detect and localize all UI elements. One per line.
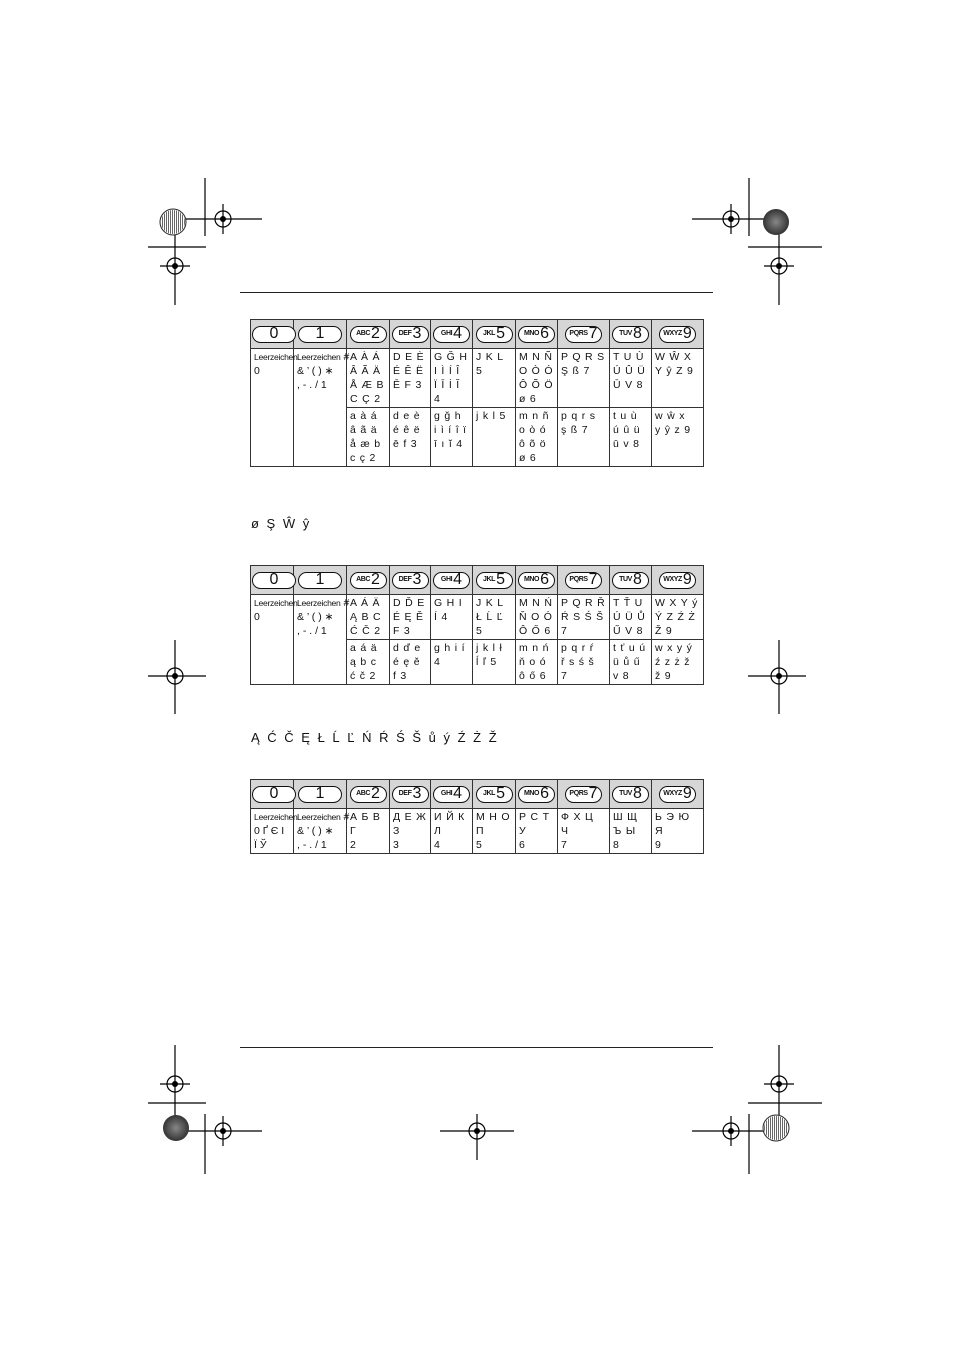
note-special-chars-1: ø Ş Ŵ ŷ [251,516,312,531]
key-letters: DEF [398,576,412,584]
key-characters-rest: # & ’ ( ) ∗ , - . / 1 [297,811,350,851]
key-cell-8 [610,566,652,595]
uppercase-row [251,349,704,408]
lowercase-cell-8: t ť u ú ü ů ű v 8 [610,640,652,685]
key-digit: 9 [682,325,692,343]
space-label: Leerzeichen [297,812,341,822]
lowercase-cell-7: p q r s ş ß 7 [558,408,610,467]
keypad-key-0-icon [252,326,296,343]
lowercase-cell-5: j k l 5 [473,408,516,467]
keypad-key-5-icon [476,572,513,589]
lowercase-cell-3: d e è é ê ë ē f 3 [390,408,431,467]
key-cell-9 [652,566,704,595]
lowercase-cell-8: t u ù ú û ü ū v 8 [610,408,652,467]
keypad-key-2-icon [350,572,387,589]
key-cell-8 [610,780,652,809]
key-digit: 4 [453,571,463,589]
keypad-key-1-icon [298,326,342,343]
key-cell-0 [251,320,294,349]
uppercase-cell-5: J K L 5 [473,349,516,408]
key-digit: 9 [682,571,692,589]
key-header-row [251,320,704,349]
lowercase-cell-9: w x y ý ź z ż ž ž 9 [652,640,704,685]
keypad-key-4-icon [433,786,470,803]
key-cell-7 [558,320,610,349]
key-characters-rest: # & ’ ( ) ∗ , - . / 1 [297,597,350,637]
key-cell-6 [516,780,558,809]
key-cell-2 [347,320,390,349]
key-letters: GHI [440,330,453,338]
uppercase-cell-5: М Н О П 5 [473,809,516,854]
keypad-key-1-icon [298,572,342,589]
key-letters: ABC [356,576,371,584]
key-letters: WXYZ [663,576,682,584]
key-cell-6 [516,320,558,349]
lowercase-cell-3: d ď e é ę ě f 3 [390,640,431,685]
key-cell-5 [473,320,516,349]
character-table-latin-western [250,319,704,467]
top-rule [240,292,713,293]
key-letters: ABC [356,790,371,798]
key-digit: 3 [412,785,422,803]
key-letters: MNO [523,576,540,584]
key-cell-2 [347,780,390,809]
uppercase-cell-4: G Ğ H I Ì Í Î Ï Ī İ Ĭ 4 [431,349,473,408]
key-letters: MNO [523,790,540,798]
uppercase-cell-2: A À Á Â Ã Ä Å Æ B C Ç 2 [347,349,390,408]
lowercase-cell-5: j k l ł ĺ ľ 5 [473,640,516,685]
key-digit: 7 [588,785,598,803]
key-digit: 2 [371,785,380,803]
key-digit: 5 [496,571,505,589]
uppercase-cell-5: J K L Ł Ĺ Ľ 5 [473,595,516,640]
key-letters: PQRS [569,576,588,584]
key-digit: 3 [412,325,422,343]
character-table-latin-central [250,565,704,685]
lowercase-cell-9: w ŵ x y ŷ z 9 [652,408,704,467]
key-cell-6 [516,566,558,595]
uppercase-cell-9: Ь Э Ю Я 9 [652,809,704,854]
key-digit: 8 [632,785,642,803]
key-letters: GHI [440,790,453,798]
keypad-key-5-icon [476,786,513,803]
key-letters: MNO [523,330,540,338]
space-label: Leerzeichen [254,598,298,608]
keypad-key-1-icon [298,786,342,803]
key-digit: 6 [540,571,550,589]
key-0-characters [251,595,298,685]
key-cell-8 [610,320,652,349]
uppercase-cell-7: Ф Х Ц Ч 7 [558,809,610,854]
note-special-chars-2: Ą Ć Č Ę Ł Ĺ Ľ Ń Ŕ Ś Š ů ý Ź Ż Ž [251,730,499,745]
uppercase-cell-6: M N Ñ O Ò Ó Ô Õ Ö ø 6 [516,349,558,408]
key-digit: 2 [371,571,380,589]
keypad-key-7-icon [565,326,602,343]
keypad-key-9-icon [659,786,696,803]
key-cell-7 [558,566,610,595]
uppercase-cell-6: M N Ń Ň O Ó Ô Ő 6 [516,595,558,640]
lowercase-cell-2: a á ä ą b c ć č 2 [347,640,390,685]
key-letters: WXYZ [663,330,682,338]
key-digit: 1 [315,571,325,588]
keypad-key-3-icon [392,786,429,803]
keypad-key-6-icon [518,572,555,589]
key-letters: ABC [356,330,371,338]
key-cell-9 [652,780,704,809]
key-0-characters [251,349,298,467]
key-digit: 1 [315,325,325,342]
key-digit: 9 [682,785,692,803]
space-label: Leerzeichen [297,598,341,608]
key-digit: 3 [412,571,422,589]
uppercase-cell-3: D Ď E É Ę Ě F 3 [390,595,431,640]
key-digit: 2 [371,325,380,343]
uppercase-cell-6: Р С Т У 6 [516,809,558,854]
key-digit: 0 [269,785,279,802]
bottom-rule [240,1047,713,1048]
key-digit: 0 [269,325,279,342]
uppercase-cell-4: И Й К Л 4 [431,809,473,854]
key-digit: 1 [315,785,325,802]
keypad-key-3-icon [392,326,429,343]
lowercase-cell-4: g h i í 4 [431,640,473,685]
key-cell-4 [431,780,473,809]
uppercase-cell-7: P Q R S Ş ß 7 [558,349,610,408]
uppercase-cell-3: Д Е Ж З 3 [390,809,431,854]
key-letters: DEF [398,790,412,798]
keypad-key-9-icon [659,572,696,589]
key-digit: 8 [632,571,642,589]
key-letters: DEF [398,330,412,338]
keypad-key-2-icon [350,786,387,803]
key-digit: 7 [588,325,598,343]
uppercase-cell-8: T Ť U Ú Ü Ů Ű V 8 [610,595,652,640]
key-1-characters [294,595,350,685]
key-cell-5 [473,780,516,809]
key-cell-7 [558,780,610,809]
key-letters: JKL [483,576,496,584]
key-letters: PQRS [569,790,588,798]
key-characters-rest: 0 [254,365,260,377]
uppercase-cell-8: T U Ù Ú Û Ü Ū V 8 [610,349,652,408]
lowercase-cell-4: g ğ h i ì í î ï ī ı ĭ 4 [431,408,473,467]
keypad-key-8-icon [612,572,649,589]
key-cell-2 [347,566,390,595]
keypad-key-8-icon [612,786,649,803]
key-letters: GHI [440,576,453,584]
key-digit: 6 [540,325,550,343]
keypad-key-7-icon [565,572,602,589]
uppercase-cell-8: Ш Щ Ъ Ы 8 [610,809,652,854]
key-digit: 7 [588,571,598,589]
key-digit: 4 [453,785,463,803]
key-letters: TUV [619,790,632,798]
lowercase-cell-7: p q r ŕ ř s ś š 7 [558,640,610,685]
key-digit: 0 [269,571,279,588]
key-cell-5 [473,566,516,595]
lowercase-cell-6: m n ñ o ò ó ô õ ö ø 6 [516,408,558,467]
key-0-characters [251,809,298,854]
character-table-cyrillic [250,779,704,854]
keypad-key-0-icon [252,572,296,589]
keypad-key-8-icon [612,326,649,343]
keypad-key-3-icon [392,572,429,589]
key-cell-1 [294,320,347,349]
key-header-row [251,780,704,809]
uppercase-cell-2: А Б В Г 2 [347,809,390,854]
key-digit: 5 [496,785,505,803]
key-characters-rest: # & ’ ( ) ∗ , - . / 1 [297,351,350,391]
keypad-key-4-icon [433,326,470,343]
uppercase-cell-9: W Ŵ X Y ŷ Z 9 [652,349,704,408]
uppercase-cell-9: W X Y ý Ý Z Ź Ż Ž 9 [652,595,704,640]
key-letters: JKL [483,330,496,338]
uppercase-cell-3: D E È É Ê Ë Ē F 3 [390,349,431,408]
key-cell-3 [390,780,431,809]
key-digit: 4 [453,325,463,343]
key-letters: PQRS [569,330,588,338]
uppercase-cell-7: P Q R Ř Ŕ S Ś Š 7 [558,595,610,640]
space-label: Leerzeichen [254,812,298,822]
key-cell-0 [251,780,294,809]
uppercase-cell-2: A Á Ä Ą B C Ć Č 2 [347,595,390,640]
lowercase-cell-2: a à á â ã ä å æ b c ç 2 [347,408,390,467]
key-cell-3 [390,566,431,595]
keypad-key-6-icon [518,326,555,343]
key-cell-4 [431,566,473,595]
lowercase-cell-6: m n ń ň o ó ô ő 6 [516,640,558,685]
keypad-key-0-icon [252,786,296,803]
key-header-row [251,566,704,595]
uppercase-row [251,809,704,854]
keypad-key-7-icon [565,786,602,803]
space-label: Leerzeichen [254,352,298,362]
key-letters: JKL [483,790,496,798]
key-letters: TUV [619,576,632,584]
keypad-key-4-icon [433,572,470,589]
space-label: Leerzeichen [297,352,341,362]
keypad-key-2-icon [350,326,387,343]
keypad-key-6-icon [518,786,555,803]
key-cell-4 [431,320,473,349]
key-digit: 6 [540,785,550,803]
key-cell-9 [652,320,704,349]
keypad-key-9-icon [659,326,696,343]
key-1-characters [294,809,350,854]
key-cell-1 [294,566,347,595]
key-letters: WXYZ [663,790,682,798]
key-letters: TUV [619,330,632,338]
key-cell-3 [390,320,431,349]
key-digit: 8 [632,325,642,343]
keypad-key-5-icon [476,326,513,343]
key-digit: 5 [496,325,505,343]
uppercase-row [251,595,704,640]
key-characters-rest: 0 Ґ Є І Ї Ў [254,825,285,851]
uppercase-cell-4: G H I Í 4 [431,595,473,640]
key-cell-0 [251,566,294,595]
key-cell-1 [294,780,347,809]
key-1-characters [294,349,350,467]
key-characters-rest: 0 [254,611,260,623]
